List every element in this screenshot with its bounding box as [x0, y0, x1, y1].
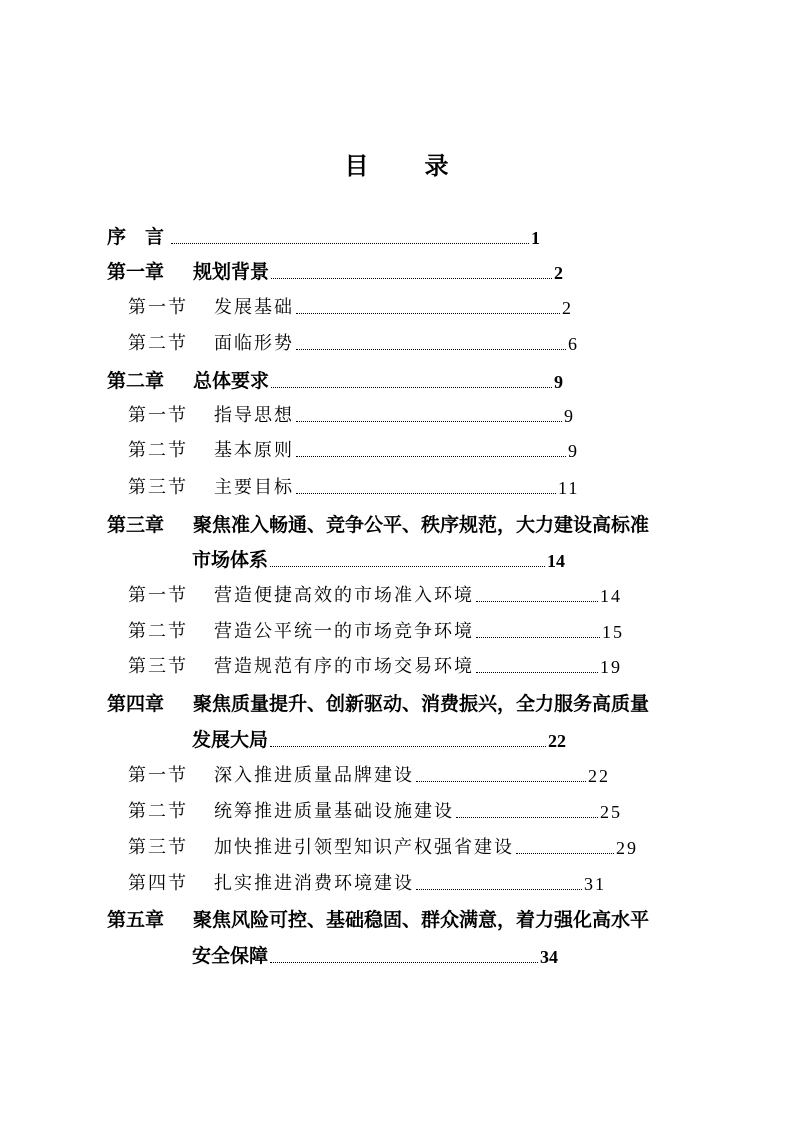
toc-entry-page: 19 [600, 657, 622, 677]
toc-entry-label: 第四节 [128, 873, 188, 894]
toc-entry-text: 发展大局 [192, 729, 269, 751]
toc-entry[interactable] [128, 761, 610, 787]
toc-entry[interactable] [107, 689, 649, 716]
toc-entry-label: 第一章 [107, 261, 165, 283]
toc-entry-text: 聚焦质量提升、创新驱动、消费振兴，全力服务高质量 [193, 693, 650, 715]
toc-entry-label: 第一节 [128, 585, 188, 606]
toc-entry-page: 2 [562, 298, 573, 318]
toc-entry-label: 第二章 [107, 370, 165, 392]
toc-entry-continuation[interactable] [192, 545, 565, 572]
toc-leader [270, 962, 538, 963]
toc-leader [416, 781, 586, 782]
toc-leader [271, 387, 552, 388]
toc-leader [270, 566, 545, 567]
toc-entry-page: 9 [554, 372, 564, 392]
toc-entry-text: 发展基础 [214, 297, 294, 318]
toc-leader [271, 278, 552, 279]
toc-entry[interactable] [107, 257, 563, 284]
toc-entry-text: 营造便捷高效的市场准入环境 [214, 585, 474, 606]
toc-entry-text: 聚焦风险可控、基础稳固、群众满意，着力强化高水平 [193, 909, 650, 931]
toc-leader [516, 853, 614, 854]
toc-entry-label: 第二节 [128, 333, 188, 354]
toc-entry[interactable] [128, 293, 573, 319]
toc-entry-continuation[interactable] [192, 941, 558, 968]
toc-entry-page: 1 [531, 228, 540, 248]
toc-entry-page: 9 [564, 406, 575, 426]
toc-leader [416, 889, 582, 890]
toc-entry-label: 第三节 [128, 837, 188, 858]
toc-entry-page: 6 [568, 334, 579, 354]
toc-leader [171, 243, 529, 244]
toc-entry-label: 第三节 [128, 477, 188, 498]
toc-entry[interactable] [128, 652, 622, 678]
toc-entry-page: 15 [602, 622, 624, 642]
toc-entry[interactable] [128, 869, 606, 895]
toc-leader [296, 349, 566, 350]
toc-entry-page: 9 [568, 441, 579, 461]
toc-entry[interactable] [107, 222, 540, 249]
toc-leader [476, 672, 598, 673]
toc-entry-continuation[interactable] [192, 725, 566, 752]
toc-entry-label: 第二节 [128, 801, 188, 822]
toc-entry[interactable] [107, 366, 563, 393]
toc-entry-label: 第四章 [107, 693, 165, 715]
toc-entry[interactable] [128, 473, 579, 499]
toc-entry[interactable] [128, 833, 638, 859]
toc-entry[interactable] [128, 436, 579, 462]
toc-entry-label: 第一节 [128, 765, 188, 786]
toc-entry-text: 面临形势 [214, 333, 294, 354]
toc-entry-label: 第三节 [128, 656, 188, 677]
toc-entry-text: 营造规范有序的市场交易环境 [214, 656, 474, 677]
toc-leader [456, 817, 598, 818]
toc-entry-label: 第一节 [128, 405, 188, 426]
toc-entry-page: 14 [547, 551, 566, 571]
toc-entry-text: 指导思想 [214, 405, 294, 426]
toc-title-char: 目 [344, 152, 369, 180]
toc-entry-text: 加快推进引领型知识产权强省建设 [214, 837, 514, 858]
toc-leader [296, 313, 560, 314]
toc-entry-text: 安全保障 [192, 945, 269, 967]
toc-entry[interactable] [128, 797, 622, 823]
toc-leader [476, 601, 598, 602]
toc-entry-page: 22 [588, 766, 610, 786]
toc-entry-page: 25 [600, 802, 622, 822]
toc-entry-page: 31 [584, 874, 606, 894]
toc-entry-text: 总体要求 [193, 370, 270, 392]
toc-leader [476, 637, 600, 638]
toc-entry-text: 市场体系 [192, 549, 269, 571]
toc-entry-page: 22 [548, 731, 567, 751]
toc-leader [296, 456, 566, 457]
toc-entry-label: 序 言 [107, 226, 165, 248]
toc-entry-page: 34 [540, 947, 559, 967]
toc-title-char: 录 [424, 152, 449, 180]
toc-entry[interactable] [128, 581, 622, 607]
toc-entry-page: 14 [600, 586, 622, 606]
toc-entry-page: 2 [554, 263, 564, 283]
toc-entry-label: 第五章 [107, 909, 165, 931]
toc-entry[interactable] [128, 401, 575, 427]
toc-leader [270, 746, 546, 747]
toc-entry[interactable] [107, 510, 649, 537]
toc-entry-text: 营造公平统一的市场竞争环境 [214, 621, 474, 642]
toc-entry-text: 聚焦准入畅通、竞争公平、秩序规范，大力建设高标准 [193, 514, 650, 536]
toc-entry-text: 统筹推进质量基础设施建设 [214, 801, 454, 822]
toc-entry-text: 规划背景 [193, 261, 270, 283]
toc-entry-label: 第二节 [128, 440, 188, 461]
toc-title [0, 146, 793, 181]
toc-entry-page: 29 [616, 838, 638, 858]
toc-entry[interactable] [128, 329, 579, 355]
toc-entry-text: 扎实推进消费环境建设 [214, 873, 414, 894]
toc-entry-text: 深入推进质量品牌建设 [214, 765, 414, 786]
toc-entry[interactable] [128, 617, 624, 643]
toc-entry-text: 基本原则 [214, 440, 294, 461]
toc-entry-page: 11 [558, 478, 580, 498]
toc-leader [296, 493, 556, 494]
toc-entry-label: 第一节 [128, 297, 188, 318]
toc-leader [296, 421, 562, 422]
toc-entry[interactable] [107, 905, 649, 932]
toc-entry-label: 第二节 [128, 621, 188, 642]
toc-entry-text: 主要目标 [214, 477, 294, 498]
toc-entry-label: 第三章 [107, 514, 165, 536]
